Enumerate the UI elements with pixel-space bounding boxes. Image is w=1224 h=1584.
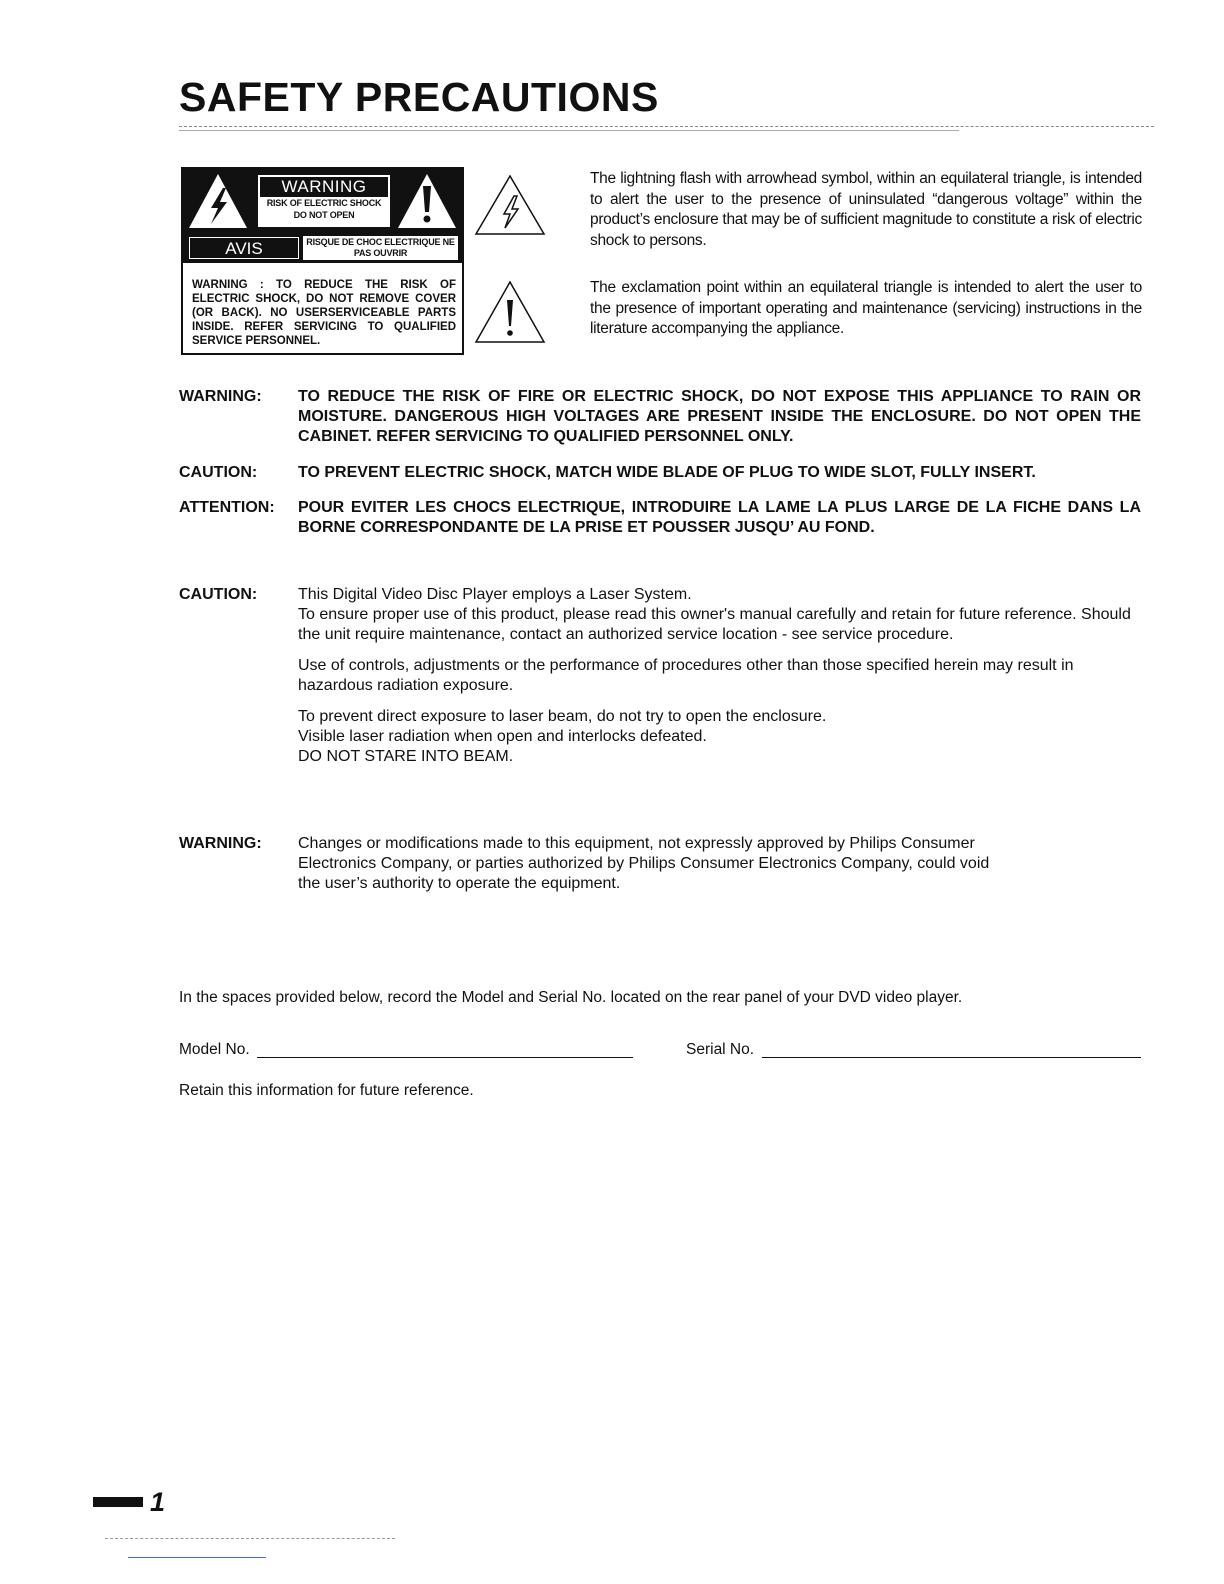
notice-label: WARNING:: [179, 388, 262, 405]
page-number: 1: [150, 1487, 166, 1517]
avis-sub-2: PAS OUVRIR: [353, 248, 408, 258]
serial-no-label: Serial No.: [686, 1041, 755, 1058]
laser-paragraph-3: [298, 707, 1141, 767]
lightning-triangle-icon: [187, 172, 249, 230]
page-title: SAFETY PRECAUTIONS: [179, 74, 659, 120]
exclamation-triangle-icon: [396, 172, 458, 230]
exclamation-symbol-description: The exclamation point within an equilateral triangle is intended to alert the user to the presence of important operating and maintenance (servicing) instructions in the literature accompanying the appliance.: [590, 279, 1142, 337]
laser-paragraph-1: [298, 585, 1141, 645]
serial-no-field[interactable]: [762, 1057, 1141, 1058]
laser-line: DO NOT STARE INTO BEAM.: [298, 748, 514, 765]
warning-label-box: [181, 167, 464, 355]
title-rule-secondary: [179, 130, 959, 131]
notice-label: CAUTION:: [179, 586, 258, 603]
avis-sub-1: RISQUE DE CHOC ELECTRIQUE NE: [306, 237, 455, 247]
lightning-symbol-description: The lightning flash with arrowhead symbol, within an equilateral triangle, is intended to alert the user to the presence of uninsulated “dangerous voltage” within the product’s enclosure that may be of sufficient magnitude to constitute a risk of electric shock to persons.: [590, 170, 1142, 249]
warning-line: the user’s authority to operate the equipment.: [298, 875, 621, 892]
notice-text: [298, 834, 1141, 894]
title-rule: [179, 126, 1154, 127]
notice-text: TO PREVENT ELECTRIC SHOCK, MATCH WIDE BLADE OF PLUG TO WIDE SLOT, FULLY INSERT.: [298, 464, 1036, 481]
model-no-field[interactable]: [257, 1057, 633, 1058]
laser-line: To prevent direct exposure to laser beam, do not try to open the enclosure.: [298, 708, 827, 725]
laser-line: Visible laser radiation when open and interlocks defeated.: [298, 728, 707, 745]
warning-sub-2: DO NOT OPEN: [293, 210, 355, 220]
avis-row: [183, 233, 462, 263]
notice-label: ATTENTION:: [179, 499, 275, 516]
warning-label-header: [183, 169, 462, 233]
laser-line: This Digital Video Disc Player employs a Laser System.: [298, 586, 692, 603]
notice-text: TO REDUCE THE RISK OF FIRE OR ELECTRIC SHOCK, DO NOT EXPOSE THIS APPLIANCE TO RAIN OR MOISTURE. DANGEROUS HIGH VOLTAGES ARE PRESENT INSIDE THE ENCLOSURE. DO NOT OPEN THE CABINET. REFER SERVICING TO QUALIFIED PERSONNEL ONLY.: [298, 388, 1141, 445]
warning-line: Changes or modifications made to this equipment, not expressly approved by Philips Consumer: [298, 835, 975, 852]
warning-line: Electronics Company, or parties authorized by Philips Consumer Electronics Company, could void: [298, 855, 990, 872]
model-no-label: Model No.: [179, 1041, 250, 1058]
avis-word: AVIS: [189, 237, 299, 259]
notice-text: POUR EVITER LES CHOCS ELECTRIQUE, INTRODUIRE LA LAME LA PLUS LARGE DE LA FICHE DANS LA BORNE CORRESPONDANTE DE LA PRISE ET POUSSER JUSQU’ AU FOND.: [298, 499, 1141, 536]
laser-paragraph-2: Use of controls, adjustments or the performance of procedures other than those specified herein may result in hazardous radiation exposure.: [298, 657, 1074, 694]
notice-label: WARNING:: [179, 835, 262, 852]
warning-sub-1: RISK OF ELECTRIC SHOCK: [266, 198, 382, 208]
record-instructions: In the spaces provided below, record the Model and Serial No. located on the rear panel of your DVD video player.: [179, 989, 963, 1006]
label-warning-text: WARNING : TO REDUCE THE RISK OF ELECTRIC SHOCK, DO NOT REMOVE COVER (OR BACK). NO USERSERVICEABLE PARTS INSIDE. REFER SERVICING TO QUALIFIED SERVICE PERSONNEL.: [192, 279, 456, 347]
avis-french-text: [303, 236, 458, 260]
lightning-triangle-icon: [474, 174, 546, 236]
footer-link-underline[interactable]: [128, 1557, 266, 1558]
notice-text: [298, 585, 1141, 778]
page-marker-bar: [93, 1497, 143, 1507]
laser-line: To ensure proper use of this product, please read this owner's manual carefully and retain for future reference. Should the unit require maintenance, contact an authorized service location - see service procedure.: [298, 606, 1131, 643]
exclamation-triangle-icon: [474, 280, 546, 344]
warning-block: [257, 174, 391, 228]
notice-label: CAUTION:: [179, 464, 258, 481]
footer-rule: [105, 1538, 395, 1539]
retain-note: Retain this information for future reference.: [179, 1082, 474, 1099]
warning-word: WARNING: [260, 177, 388, 197]
